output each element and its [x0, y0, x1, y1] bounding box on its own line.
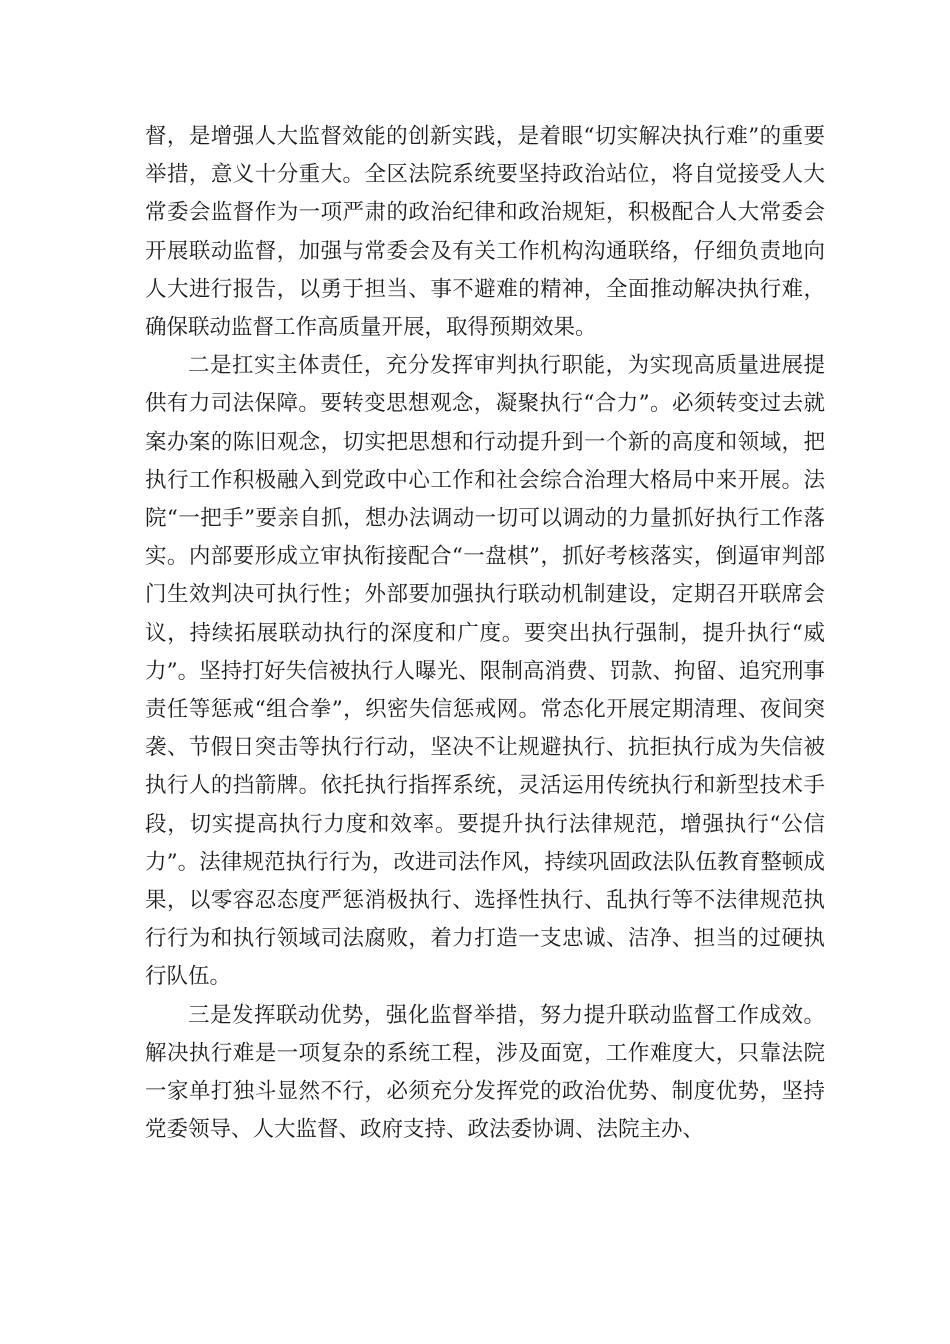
- body-text: [145, 118, 825, 1149]
- paragraph-point-three: 三是发挥联动优势，强化监督举措，努力提升联动监督工作成效。解决执行难是一项复杂的系统工程，涉及面宽，工作难度大，只靠法院一家单打独斗显然不行，必须充分发挥党的政治优势、制度优势，坚持党委领导、人大监督、政府支持、政法委协调、法院主办、: [145, 1002, 825, 1143]
- paragraph-point-two: 二是扛实主体责任，充分发挥审判执行职能，为实现高质量进展提供有力司法保障。要转变思想观念，凝聚执行“合力”。必须转变过去就案办案的陈旧观念，切实把思想和行动提升到一个新的高度和领域，把执行工作积极融入到党政中心工作和社会综合治理大格局中来开展。法院“一把手”要亲自抓，想办法调动一切可以调动的力量抓好执行工作落实。内部要形成立审执衔接配合“一盘棋”，抓好考核落实，倒逼审判部门生效判决可执行性；外部要加强执行联动机制建设，定期召开联席会议，持续拓展联动执行的深度和广度。要突出执行强制，提升执行“威力”。坚持打好失信被执行人曝光、限制高消费、罚款、拘留、追究刑事责任等惩戒“组合拳”，织密失信惩戒网。常态化开展定期清理、夜间突袭、节假日突击等执行行动，坚决不让规避执行、抗拒执行成为失信被执行人的挡箭牌。依托执行指挥系统，灵活运用传统执行和新型技术手段，切实提高执行力度和效率。要提升执行法律规范，增强执行“公信力”。法律规范执行行为，改进司法作风，持续巩固政法队伍教育整顿成果，以零容忍态度严惩消极执行、选择性执行、乱执行等不法律规范执行行为和执行领域司法腐败，着力打造一支忠诚、洁净、担当的过硬执行队伍。: [145, 353, 825, 990]
- paragraph-continuation: 督，是增强人大监督效能的创新实践，是着眼“切实解决执行难”的重要举措，意义十分重大。全区法院系统要坚持政治站位，将自觉接受人大常委会监督作为一项严肃的政治纪律和政治规矩，积极配合人大常委会开展联动监督，加强与常委会及有关工作机构沟通联络，仔细负责地向人大进行报告，以勇于担当、事不避难的精神，全面推动解决执行难，确保联动监督工作高质量开展，取得预期效果。: [145, 124, 825, 341]
